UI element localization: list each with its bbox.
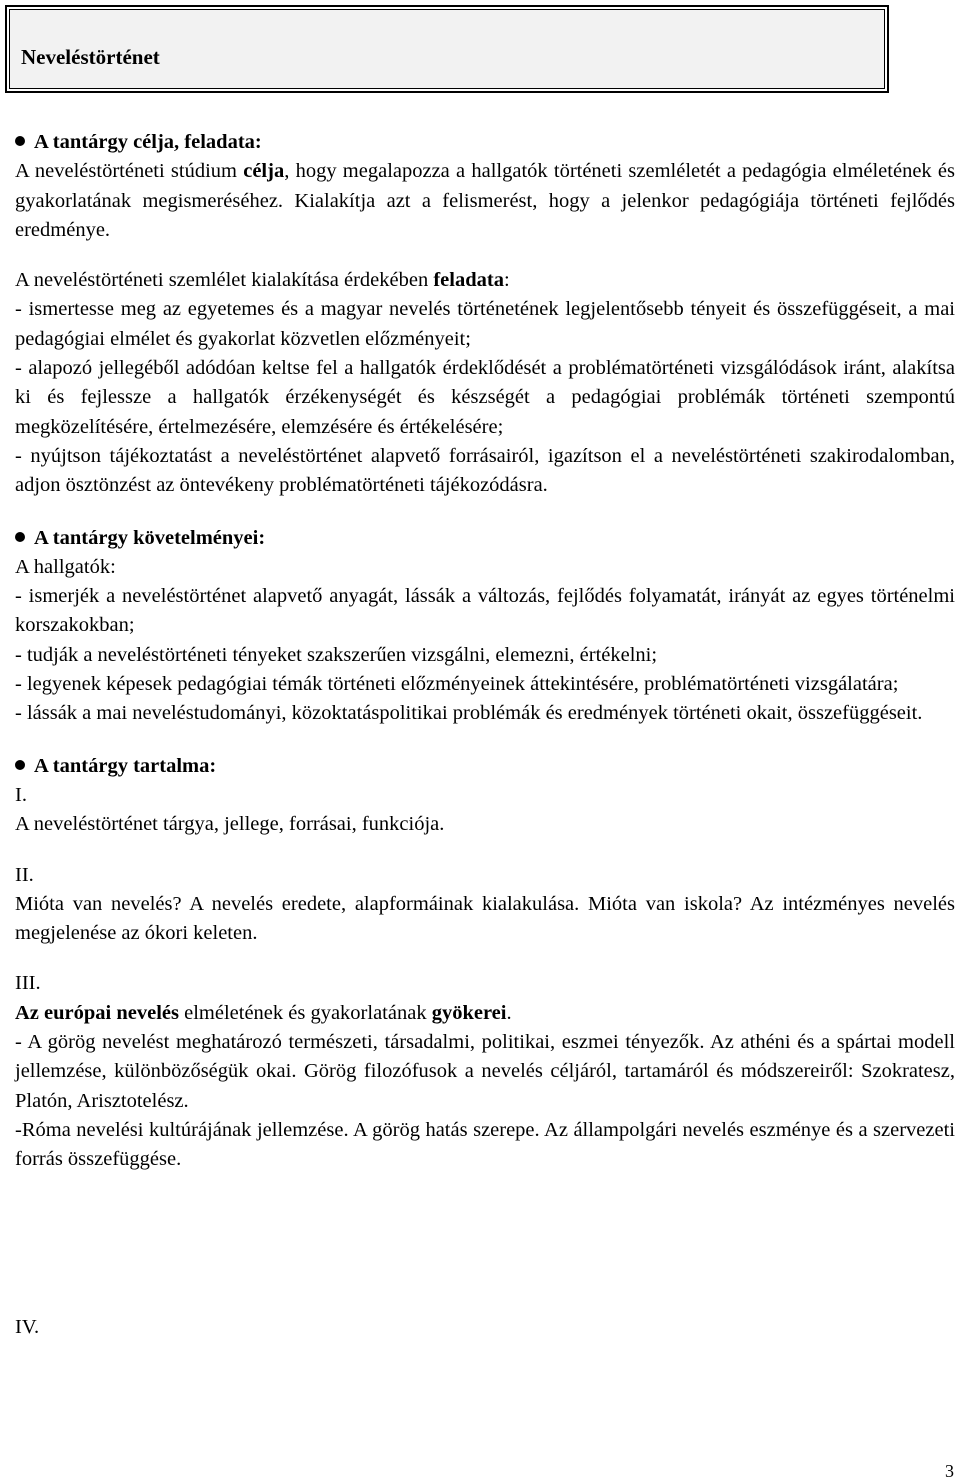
content-section-text: A neveléstörténet tárgya, jellege, forrásai, funkciója.	[15, 813, 445, 836]
content-section-text: Mióta van nevelés? A nevelés eredete, alapformáinak kialakulása. Mióta van iskola? Az intézményes nevelés megjelenése az ókori keleten.	[15, 892, 955, 945]
title-box	[5, 5, 889, 93]
content-section-number: IV.	[15, 1315, 40, 1338]
requirement-item: - legyenek képesek pedagógiai témák történeti előzményeinek áttekintésére, problématörténeti vizsgálatára;	[15, 673, 899, 696]
content-section-number: I.	[15, 783, 27, 806]
requirement-item: - lássák a mai neveléstudományi, közoktatáspolitikai problémák és eredmények történeti okait, összefüggéseit.	[15, 702, 923, 725]
task-item: - alapozó jellegéből adódóan keltse fel a hallgatók érdeklődését a problématörténeti vizsgálódások iránt, alakítsa ki és fejlessze a hallgatók érzékenységét és készségét a pedagógiai problémák történeti szempontú megközelítésére, értelmezésére, elemzésére és értékelésére;	[15, 357, 955, 438]
content-section-text: - A görög nevelést meghatározó természeti, társadalmi, politikai, eszmei tényezők. Az athéni és a spártai modell jellemzése, különbözőségük okai. Görög filozófusok a nevelés céljáról, tartamáról és módszereiről: Szokratesz, Platón, Arisztotelész.	[15, 1031, 955, 1112]
task-item: - ismertesse meg az egyetemes és a magyar nevelés történetének legjelentősebb tényeit és összefüggéseit, a mai pedagógiai elmélet és gyakorlat közvetlen előzményeit;	[15, 298, 955, 350]
content-section-title: Az európai nevelés elméletének és gyakorlatának gyökerei.	[15, 1001, 512, 1024]
page-title: Neveléstörténet	[21, 45, 160, 69]
section-requirements-heading: A tantárgy követelményei:	[15, 524, 955, 553]
document-body	[15, 128, 955, 1342]
requirements-intro: A hallgatók:	[15, 555, 116, 578]
section-goal-heading: A tantárgy célja, feladata:	[15, 128, 955, 157]
bullet-icon	[15, 136, 25, 146]
content-section-number: II.	[15, 863, 34, 886]
task-item: - nyújtson tájékoztatást a neveléstörténet alapvető forrásairól, igazítson el a neveléstörténeti szakirodalomban, adjon ösztönzést az öntevékeny problématörténeti tájékozódásra.	[15, 444, 955, 497]
task-intro: A neveléstörténeti szemlélet kialakítása érdekében feladata:	[15, 269, 510, 292]
content-section-text: -Róma nevelési kultúrájának jellemzése. A görög hatás szerepe. Az állampolgári nevelés eszménye és a szervezeti forrás összefüggése.	[15, 1118, 955, 1171]
bullet-icon	[15, 532, 25, 542]
page-number: 3	[945, 1461, 954, 1481]
bullet-icon	[15, 760, 25, 770]
section-content-heading: A tantárgy tartalma:	[15, 752, 955, 781]
requirement-item: - tudják a neveléstörténeti tényeket szakszerűen vizsgálni, elemezni, értékelni;	[15, 643, 658, 666]
requirement-item: - ismerjék a neveléstörténet alapvető anyagát, lássák a változás, fejlődés folyamatát, irányát az egyes történelmi korszakokban;	[15, 585, 955, 637]
content-section-number: III.	[15, 972, 41, 995]
goal-paragraph: A neveléstörténeti stúdium célja, hogy megalapozza a hallgatók történeti szemléletét a pedagógia elméletének és gyakorlatának megismeréséhez. Kialakítja azt a felismerést, hogy a jelenkor pedagógiája történeti fejlődés eredménye.	[15, 160, 955, 241]
